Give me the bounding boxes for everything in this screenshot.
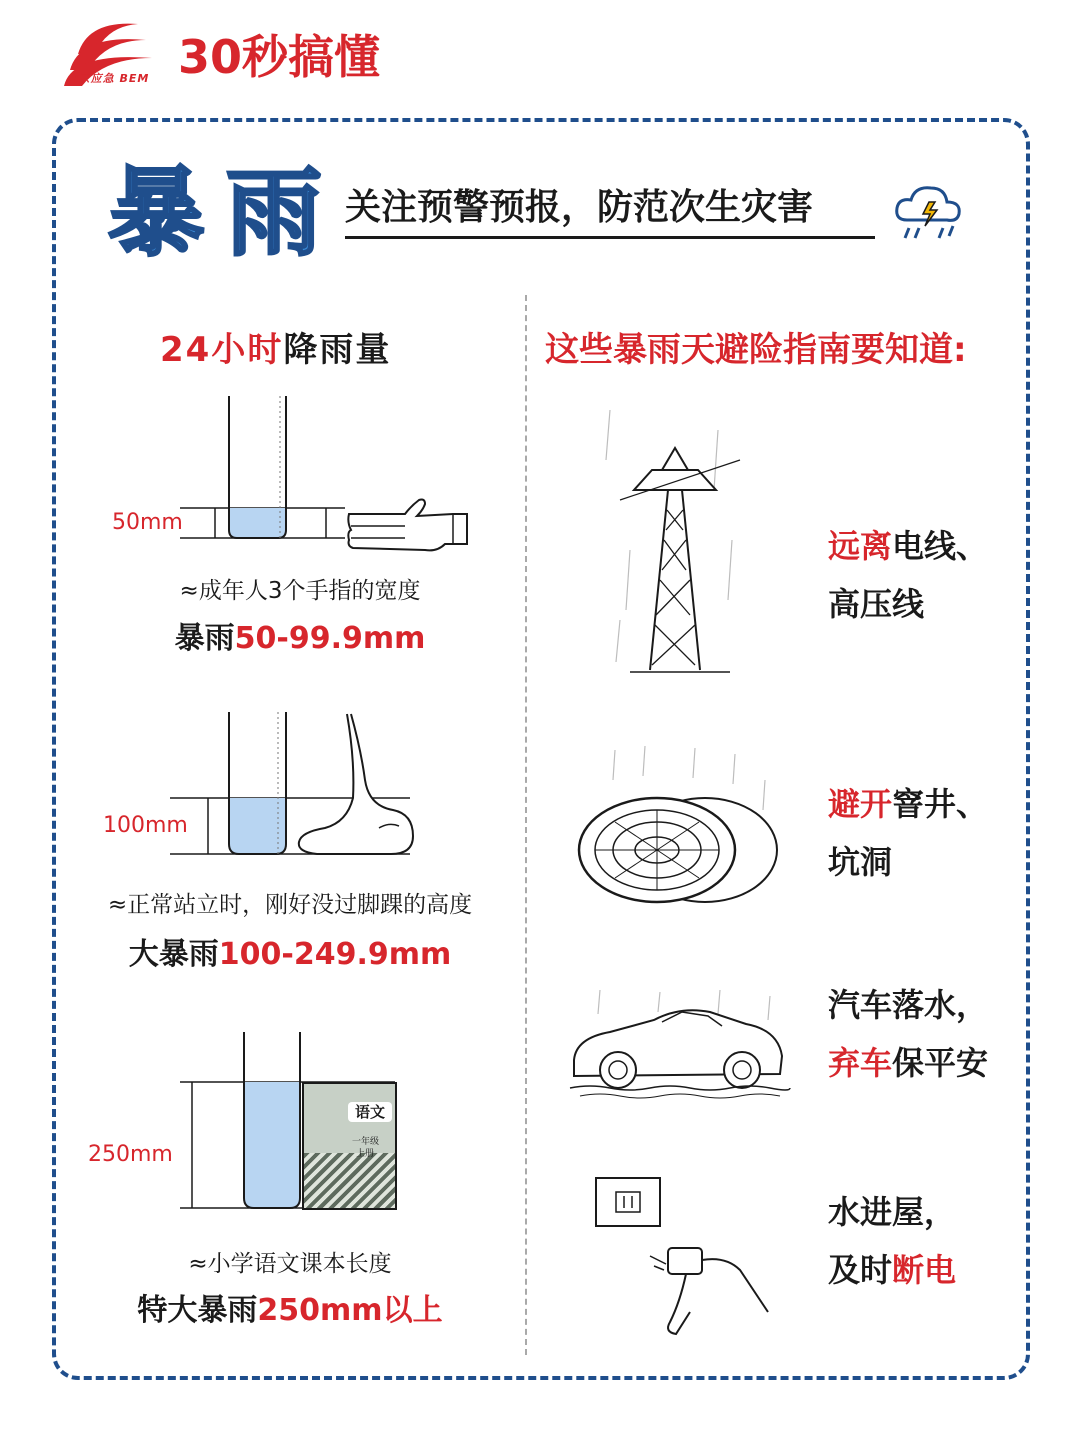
power-tower-icon: [600, 400, 750, 678]
level-1-mm: 50mm: [112, 510, 183, 535]
hero-char-1: 暴: [108, 157, 204, 269]
level-3-mm: 250mm: [88, 1142, 173, 1167]
level-3-note: ≈小学语文课本长度: [188, 1251, 392, 1277]
textbook-title: 语文: [348, 1102, 392, 1122]
textbook-grade: 一年级: [352, 1137, 380, 1147]
storm-cloud-icon: [893, 180, 965, 244]
hero-title: [98, 157, 338, 270]
level-2-mm: 100mm: [103, 813, 188, 838]
level-2-note: ≈正常站立时，刚好没过脚踝的高度: [107, 892, 473, 918]
tip-4: 水进屋， 及时断电: [828, 1193, 957, 1289]
guide-heading: 这些暴雨天避险指南要知道:: [545, 330, 967, 370]
hero-char-2: 雨: [226, 157, 322, 269]
level-1-note: ≈成年人3个手指的宽度: [179, 578, 421, 604]
column-divider: [525, 295, 527, 1355]
car-icon: [570, 990, 790, 1100]
tip-3: 汽车落水， 弃车保平安: [828, 986, 989, 1082]
hero-subtitle: 关注预警预报，防范次生灾害: [345, 187, 814, 228]
level-3-title: 特大暴雨250mm以上: [137, 1293, 443, 1328]
textbook-icon: [302, 1082, 397, 1210]
hand-icon: [345, 492, 470, 554]
level-2-title: 大暴雨100-249.9mm: [128, 937, 452, 972]
brand-title: 30秒搞懂: [178, 30, 381, 84]
tip-1: 远离电线、 高压线: [828, 527, 989, 623]
textbook-volume: 上册: [356, 1149, 375, 1159]
rainfall-heading: 24小时降雨量: [160, 330, 392, 370]
tip-2: 避开窨井、 坑洞: [828, 785, 989, 881]
manhole-icon: [575, 740, 780, 915]
logo-text: 北京应急 BEM: [66, 72, 150, 85]
level-1-title: 暴雨50-99.9mm: [174, 621, 426, 656]
subtitle-underline: [345, 236, 875, 239]
plug-icon: [590, 1172, 780, 1347]
foot-icon: [295, 710, 420, 860]
